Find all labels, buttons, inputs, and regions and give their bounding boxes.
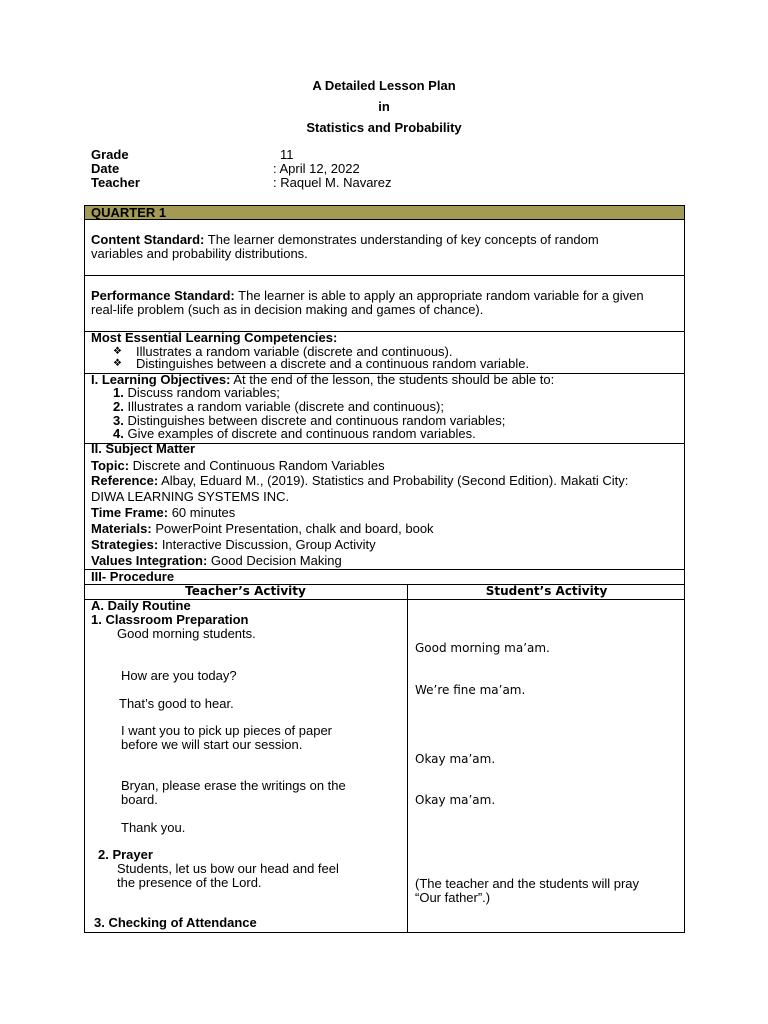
teacher-value: : Raquel M. Navarez <box>273 175 392 190</box>
doc-title: A Detailed Lesson Plan <box>312 78 456 93</box>
student-line: “Our father”.) <box>415 890 491 905</box>
reference-line-2: DIWA LEARNING SYSTEMS INC. <box>91 489 290 504</box>
time-frame-line: Time Frame: 60 minutes <box>91 505 236 520</box>
teacher-line: before we will start our session. <box>121 737 303 752</box>
performance-standard-label: Performance Standard: <box>91 288 235 303</box>
teacher-line: Students, let us bow our head and feel <box>117 861 339 876</box>
attendance-heading: 3. Checking of Attendance <box>94 915 257 930</box>
teacher-line: Bryan, please erase the writings on the <box>121 778 346 793</box>
objective-item: 2. Illustrates a random variable (discrete and continuous); <box>113 399 444 414</box>
strategies-line: Strategies: Interactive Discussion, Group Activity <box>91 537 376 552</box>
performance-standard: Performance Standard: The learner is able to apply an appropriate random variable for a given real-life problem (such as in decision making and games of chance). <box>91 288 644 317</box>
subject-matter-heading: II. Subject Matter <box>91 441 196 456</box>
materials-line: Materials: PowerPoint Presentation, chalk and board, book <box>91 521 434 536</box>
daily-routine: A. Daily Routine <box>91 598 191 613</box>
date-value: : April 12, 2022 <box>273 161 360 176</box>
topic-line: Topic: Discrete and Continuous Random Variables <box>91 458 385 473</box>
teacher-line: How are you today? <box>121 668 237 683</box>
prayer-heading: 2. Prayer <box>98 847 153 862</box>
objective-item: 4. Give examples of discrete and continuous random variables. <box>113 426 476 441</box>
teacher-line: Thank you. <box>121 820 186 835</box>
student-line: Okay ma’am. <box>415 752 496 766</box>
student-line: Good morning ma’am. <box>415 641 550 655</box>
reference-line: Reference: Albay, Eduard M., (2019). Statistics and Probability (Second Edition). Makati City: <box>91 473 629 488</box>
student-line: (The teacher and the students will pray <box>415 876 640 891</box>
grade-row <box>91 147 691 162</box>
bullet-icon: ❖ <box>113 346 122 357</box>
doc-subject: Statistics and Probability <box>306 120 462 135</box>
teacher-line: board. <box>121 792 158 807</box>
student-line: We’re fine ma’am. <box>415 683 526 697</box>
date-label: Date <box>91 161 120 176</box>
classroom-preparation: 1. Classroom Preparation <box>91 612 249 627</box>
date-row <box>91 161 691 176</box>
objective-item: 1. Discuss random variables; <box>113 385 280 400</box>
teacher-line: I want you to pick up pieces of paper <box>121 723 333 738</box>
competencies-heading: Most Essential Learning Competencies: <box>91 330 338 345</box>
teacher-row <box>91 175 691 190</box>
bullet-icon: ❖ <box>113 358 122 369</box>
content-standard: Content Standard: The learner demonstrates understanding of key concepts of random variables and probability distributions. <box>91 232 599 261</box>
competency-item: Illustrates a random variable (discrete and continuous). <box>136 344 453 359</box>
values-line: Values Integration: Good Decision Making <box>91 553 342 568</box>
col-student-header: Student’s Activity <box>485 584 608 598</box>
col-teacher-header: Teacher’s Activity <box>185 584 306 598</box>
procedure-heading: III- Procedure <box>91 569 175 584</box>
quarter-label: QUARTER 1 <box>91 205 167 220</box>
competency-item: Distinguishes between a discrete and a continuous random variable. <box>136 356 530 371</box>
student-line: Okay ma’am. <box>415 793 496 807</box>
quarter-header <box>84 205 685 220</box>
objective-item: 3. Distinguishes between discrete and continuous random variables; <box>113 413 506 428</box>
doc-title-in: in <box>378 99 390 114</box>
grade-label: Grade <box>91 147 129 162</box>
teacher-line: That’s good to hear. <box>119 696 234 711</box>
teacher-label: Teacher <box>91 175 140 190</box>
objectives-heading: I. Learning Objectives: At the end of the lesson, the students should be able to: <box>91 372 555 387</box>
content-standard-label: Content Standard: <box>91 232 205 247</box>
teacher-line: the presence of the Lord. <box>117 875 262 890</box>
teacher-line: Good morning students. <box>117 626 256 641</box>
grade-value: 11 <box>280 147 294 162</box>
